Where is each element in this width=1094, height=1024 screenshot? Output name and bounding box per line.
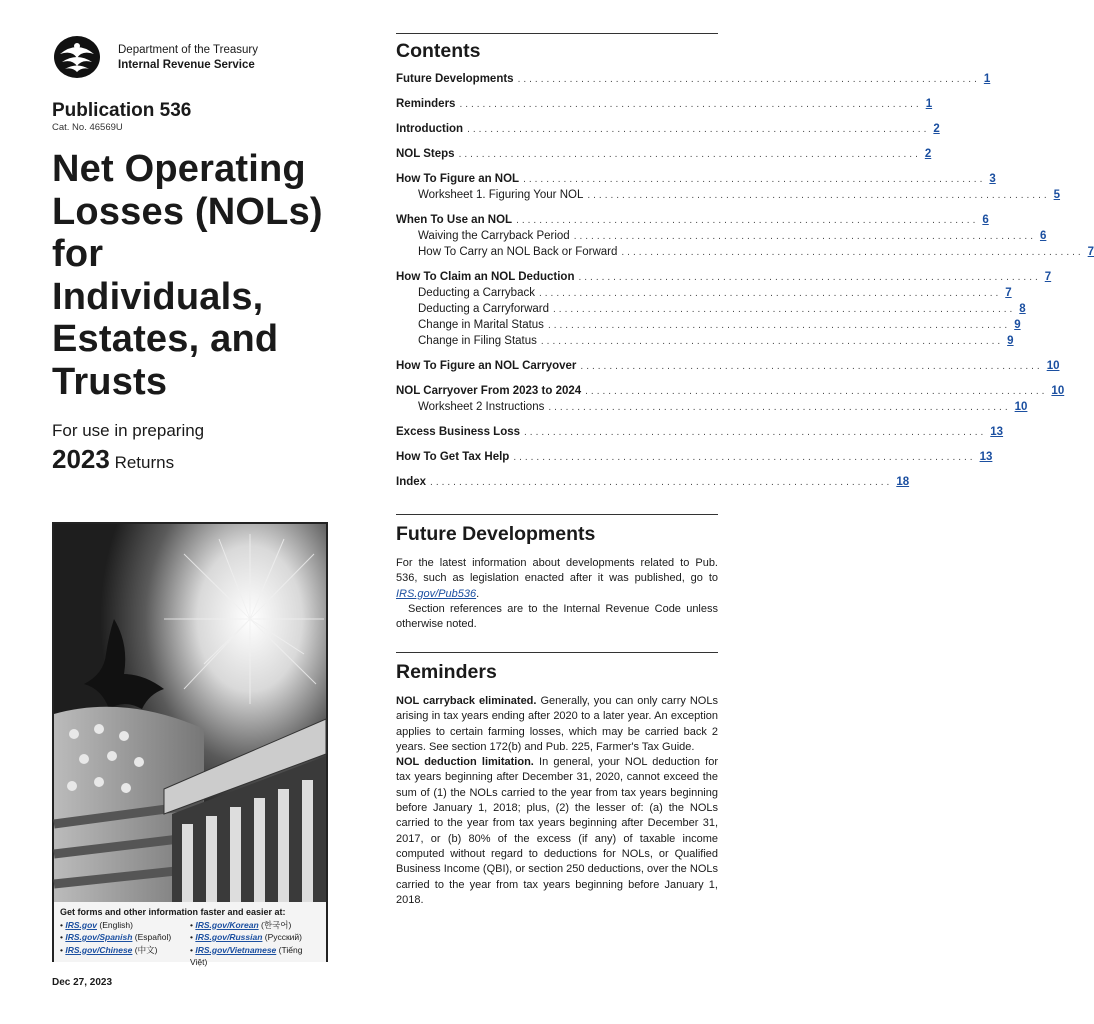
toc-entry-title: NOL Carryover From 2023 to 2024	[396, 385, 582, 397]
catalog-number: Cat. No. 46569U	[52, 122, 123, 133]
language-label: (中文)	[134, 944, 158, 955]
irs-link[interactable]: IRS.gov	[65, 919, 97, 930]
reminder-text: Generally, you can only carry NOLs arising in tax years ending after 2020 to a later year. An exception applies to certain farming losses, which may be carried back 2 years. See section 172(b) and Pub. 225, Farmer's Tax Guide.	[396, 695, 718, 753]
toc-page-link[interactable]: 5	[1053, 189, 1061, 201]
reminder-deduction-limit-paragraph	[396, 755, 718, 908]
pub536-link[interactable]: IRS.gov/Pub536	[396, 587, 477, 600]
publication-number: Publication 536	[52, 100, 192, 121]
title-line: Net Operating	[52, 148, 306, 190]
title-line: for	[52, 233, 104, 275]
toc-page-link[interactable]: 8	[1019, 303, 1026, 315]
irs-russian-link[interactable]: IRS.gov/Russian	[195, 932, 263, 942]
contents-section	[396, 33, 1094, 492]
toc-page-link[interactable]: 10	[1046, 360, 1060, 372]
toc-entry-title: Deducting a Carryforward	[418, 303, 550, 315]
toc-page-link[interactable]: 13	[990, 426, 1004, 438]
toc-entry-title: Introduction	[396, 123, 464, 135]
title-line: Individuals,	[52, 275, 264, 318]
toc-entry-title: How To Carry an NOL Back or Forward	[418, 246, 618, 258]
toc-entry[interactable]	[396, 230, 1047, 246]
toc-entry[interactable]	[396, 401, 1028, 417]
toc-leader-dots: ................................................................................	[580, 361, 1043, 372]
toc-leader-dots: ................................................................................	[548, 402, 1011, 413]
contents-heading: Contents	[396, 40, 481, 62]
toc-entry[interactable]	[396, 426, 1004, 442]
cover-illustration	[52, 522, 328, 967]
toc-page-link[interactable]: 2	[933, 123, 940, 135]
toc-page-link[interactable]: 10	[1051, 385, 1065, 397]
toc-page-link[interactable]: 9	[1007, 335, 1014, 347]
title-line: Estates, and	[52, 318, 279, 360]
toc-entry[interactable]	[396, 335, 1014, 351]
dept-line1: Department of the Treasury	[118, 44, 258, 56]
toc-leader-dots: ................................................................................	[540, 336, 1004, 347]
future-developments-section	[396, 514, 718, 632]
reminders-section	[396, 652, 718, 908]
document-title	[52, 148, 372, 403]
reminder-carryback-paragraph	[396, 694, 718, 755]
toc-entry[interactable]	[396, 287, 1012, 303]
divider	[396, 514, 718, 515]
for-use-label: For use in preparing	[52, 421, 205, 440]
paragraph-text: For the latest information about developments related to Pub. 536, such as legislation enacted after it was published, go to	[396, 557, 718, 585]
toc-entry-title: How To Claim an NOL Deduction	[396, 271, 575, 283]
language-label: (한국어)	[261, 919, 292, 930]
dept-line2: Internal Revenue Service	[118, 59, 255, 71]
toc-leader-dots: ................................................................................	[573, 231, 1036, 242]
toc-entry-title: Worksheet 2 Instructions	[418, 401, 545, 413]
section-references-paragraph: Section references are to the Internal Revenue Code unless otherwise noted.	[396, 602, 718, 631]
toc-page-link[interactable]: 10	[1014, 401, 1028, 413]
toc-page-link[interactable]: 3	[989, 173, 996, 185]
toc-leader-dots: ................................................................................	[553, 304, 1016, 315]
toc-entry[interactable]	[396, 148, 932, 164]
toc-entry-title: Waiving the Carryback Period	[418, 230, 570, 242]
toc-entry-title: How To Figure an NOL	[396, 173, 520, 185]
toc-entry-title: How To Get Tax Help	[396, 451, 510, 463]
toc-entry-title: Reminders	[396, 98, 456, 110]
future-developments-heading: Future Developments	[396, 523, 596, 545]
toc-page-link[interactable]: 7	[1005, 287, 1012, 299]
toc-entry[interactable]	[396, 451, 993, 467]
toc-page-link[interactable]: 1	[925, 98, 933, 110]
toc-entry-title: Excess Business Loss	[396, 426, 521, 438]
cover-links-heading: Get forms and other information faster and easier at:	[60, 907, 286, 917]
toc-leader-dots: ................................................................................	[621, 247, 1084, 258]
toc-entry[interactable]	[396, 214, 989, 230]
future-developments-paragraph	[396, 556, 718, 602]
irs-korean-link[interactable]: IRS.gov/Korean	[195, 919, 259, 930]
toc-entry[interactable]	[396, 246, 1094, 262]
title-line: Losses (NOLs)	[52, 190, 323, 233]
irs-spanish-link[interactable]: IRS.gov/Spanish	[65, 932, 133, 942]
toc-entry-title: Change in Marital Status	[418, 319, 544, 331]
toc-leader-dots: ................................................................................	[547, 320, 1011, 331]
toc-page-link[interactable]: 6	[982, 214, 989, 226]
toc-leader-dots: ................................................................................	[538, 288, 1002, 299]
toc-leader-dots: ................................................................................	[523, 174, 986, 185]
toc-entry[interactable]	[396, 360, 1060, 376]
divider	[396, 33, 718, 34]
irs-eagle-logo-icon	[52, 34, 102, 80]
toc-entry[interactable]	[396, 385, 1065, 401]
cover-links-box: Get forms and other information faster and easier at: • IRS.gov (English) • IRS.gov/Spanish (Español) • IRS.gov/Chinese (中文) • IRS.gov/Korean (한국어) • IRS.gov/Russian (Русский) • IRS.gov/Vietnamese (Tiếng Việt)	[54, 902, 326, 962]
toc-page-link[interactable]: 9	[1014, 319, 1021, 331]
toc-entry-title: NOL Steps	[396, 148, 455, 160]
toc-entry-title: When To Use an NOL	[396, 214, 513, 226]
toc-leader-dots: ................................................................................	[517, 74, 980, 85]
title-line: Trusts	[52, 360, 168, 403]
reminder-title: NOL deduction limitation.	[396, 756, 534, 769]
toc-page-link[interactable]: 6	[1039, 230, 1047, 242]
toc-leader-dots: ................................................................................	[458, 149, 921, 160]
toc-leader-dots: ................................................................................	[430, 477, 893, 488]
paragraph-text: .	[476, 587, 480, 600]
toc-page-link[interactable]: 18	[896, 476, 910, 488]
toc-leader-dots: ................................................................................	[516, 215, 979, 226]
toc-entry[interactable]	[396, 73, 991, 89]
toc-entry[interactable]	[396, 189, 1061, 205]
language-label: (Tiếng Việt)	[190, 944, 303, 967]
toc-page-link[interactable]: 7	[1044, 271, 1052, 283]
toc-entry-title: Change in Filing Status	[418, 335, 537, 347]
toc-page-link[interactable]: 7	[1087, 246, 1094, 258]
toc-entry[interactable]	[396, 173, 996, 189]
toc-leader-dots: ................................................................................	[467, 124, 930, 135]
language-label: (English)	[99, 919, 133, 930]
reminders-heading: Reminders	[396, 661, 497, 683]
toc-entry[interactable]	[396, 319, 1021, 335]
toc-leader-dots: ................................................................................	[578, 272, 1041, 283]
toc-entry[interactable]	[396, 271, 1052, 287]
toc-entry[interactable]	[396, 476, 910, 492]
divider	[396, 652, 718, 653]
reminder-title: NOL carryback eliminated.	[396, 695, 537, 707]
toc-leader-dots: ................................................................................	[587, 190, 1050, 201]
toc-leader-dots: ................................................................................	[585, 386, 1048, 397]
toc-entry-title: Worksheet 1. Figuring Your NOL	[418, 189, 584, 201]
language-label: (Русский)	[264, 932, 302, 942]
toc-entry-title: Future Developments	[396, 73, 514, 85]
toc-entry-title: Deducting a Carryback	[418, 287, 535, 299]
toc-leader-dots: ................................................................................	[459, 99, 922, 110]
cover-artwork	[54, 524, 326, 902]
toc-page-link[interactable]: 13	[979, 451, 993, 463]
department-heading	[118, 43, 258, 73]
toc-entry[interactable]	[396, 98, 933, 114]
toc-list	[396, 73, 1094, 492]
irs-chinese-link[interactable]: IRS.gov/Chinese	[65, 944, 133, 955]
language-label: (Español)	[134, 932, 172, 942]
irs-vietnamese-link[interactable]: IRS.gov/Vietnamese	[195, 944, 277, 955]
tax-year-line	[52, 444, 174, 475]
reminder-text: In general, your NOL deduction for tax years beginning after December 31, 2020, cannot exceed the sum of (1) the NOLs carried to the year from tax years beginning before January 1, 2018; plus, (2) the lesser of: (a) the NOLs carried to the year from tax years beginning after December 31, 2017, or (b) 80% of the excess (if any) of taxable income computed without regard to deductions for NOLs, or Qualified Business Income (QBI), or section 250 deductions, over the NOLs carried to the year from tax years beginning before January 1, 2018.	[396, 756, 718, 906]
toc-entry-title: How To Figure an NOL Carryover	[396, 360, 577, 372]
tax-year: 2023	[52, 444, 110, 474]
toc-page-link[interactable]: 2	[924, 148, 932, 160]
toc-entry[interactable]	[396, 123, 940, 139]
revision-date: Dec 27, 2023	[52, 977, 113, 988]
toc-entry[interactable]	[396, 303, 1026, 319]
toc-page-link[interactable]: 1	[983, 73, 991, 85]
returns-label: Returns	[114, 453, 175, 472]
toc-entry-title: Index	[396, 476, 427, 488]
toc-leader-dots: ................................................................................	[524, 427, 987, 438]
toc-leader-dots: ................................................................................	[513, 452, 976, 463]
